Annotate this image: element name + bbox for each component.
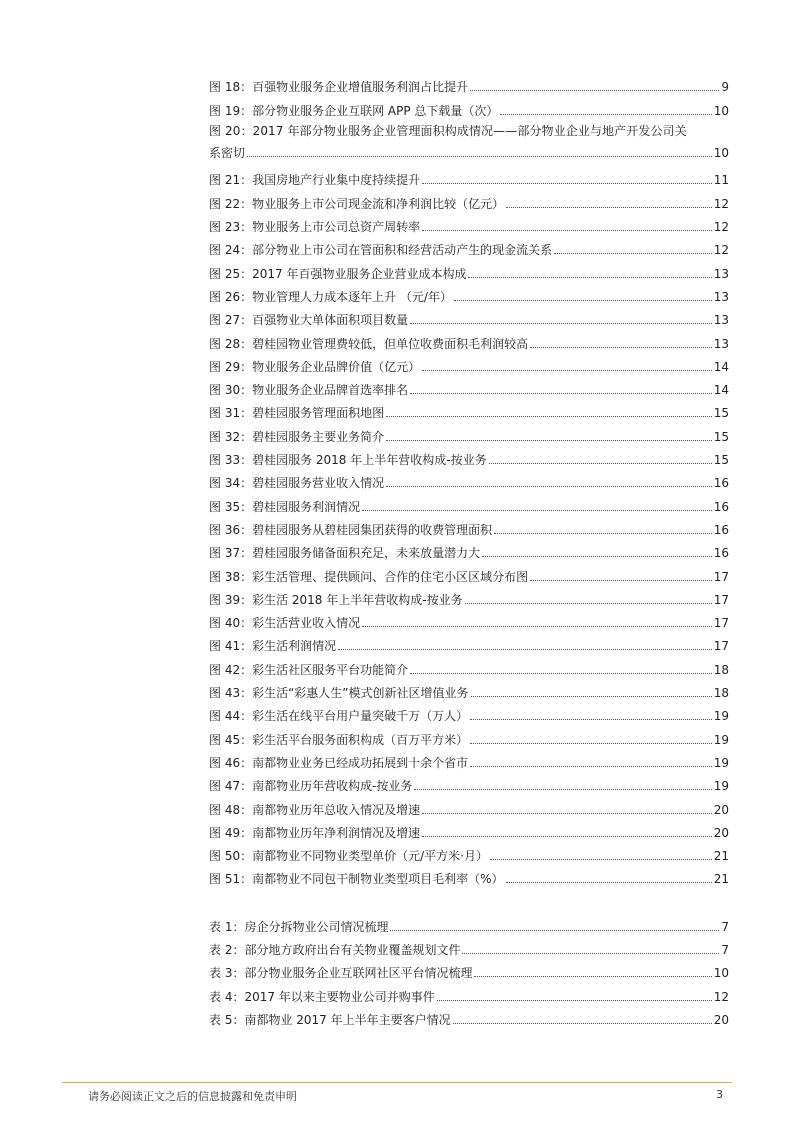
table-entry-page: 20 — [713, 1012, 729, 1027]
figure-entry-page: 16 — [713, 546, 729, 561]
figure-entry-page: 16 — [713, 522, 729, 537]
figure-entry-label: 图 38：彩生活管理、提供顾问、合作的住宅小区区域分布图 — [209, 569, 529, 584]
figure-entry[interactable] — [209, 866, 729, 889]
figure-entry[interactable] — [209, 493, 729, 516]
figure-entry-label: 图 42：彩生活社区服务平台功能简介 — [209, 662, 409, 677]
dot-leader — [386, 440, 712, 441]
figure-entry-label: 图 27：百强物业大单体面积项目数量 — [209, 313, 409, 328]
figure-entry-page: 10 — [713, 145, 729, 160]
table-entry-page: 7 — [721, 942, 729, 957]
dot-leader — [506, 207, 712, 208]
dot-leader — [453, 1023, 712, 1024]
figure-entry-page: 18 — [713, 662, 729, 677]
table-entry-label: 表 1：房企分拆物业公司情况梳理 — [209, 919, 389, 934]
figure-entry-page: 17 — [713, 616, 729, 631]
dot-leader — [247, 156, 712, 157]
figure-entry[interactable] — [209, 307, 729, 330]
figure-entry-label: 图 19：部分物业服务企业互联网 APP 总下载量（次） — [209, 103, 499, 118]
figure-entry[interactable] — [209, 354, 729, 377]
figure-entry[interactable] — [209, 377, 729, 400]
figure-entry[interactable] — [209, 214, 729, 237]
figure-entry[interactable] — [209, 284, 729, 307]
figure-entry-label: 图 51：南都物业不同包干制物业类型项目毛利率（%） — [209, 872, 504, 887]
figure-entry[interactable] — [209, 656, 729, 679]
figure-entry[interactable] — [209, 470, 729, 493]
dot-leader — [490, 859, 712, 860]
table-entry[interactable] — [209, 913, 729, 936]
dot-leader — [506, 882, 712, 883]
figure-entry-label: 图 41：彩生活利润情况 — [209, 639, 337, 654]
figure-entry-label: 图 34：碧桂园服务营业收入情况 — [209, 476, 385, 491]
figure-entry[interactable] — [209, 517, 729, 540]
figure-entry-label: 图 25：2017 年百强物业服务企业营业成本构成 — [209, 266, 467, 281]
dot-leader — [422, 813, 712, 814]
dot-leader — [470, 719, 712, 720]
figure-entry-page: 13 — [713, 313, 729, 328]
dot-leader — [470, 743, 712, 744]
dot-leader — [422, 370, 712, 371]
table-entry-label: 表 4：2017 年以来主要物业公司并购事件 — [209, 989, 435, 1004]
figure-entry-page: 17 — [713, 639, 729, 654]
figure-entry-page: 11 — [713, 173, 729, 188]
dot-leader — [530, 580, 712, 581]
figure-entry-page: 19 — [713, 709, 729, 724]
figure-entry[interactable] — [209, 400, 729, 423]
table-entry[interactable] — [209, 983, 729, 1006]
dot-leader — [494, 533, 712, 534]
table-entry-label: 表 3：部分物业服务企业互联网社区平台情况梳理 — [209, 966, 473, 981]
dot-leader — [454, 300, 712, 301]
dot-leader — [489, 463, 712, 464]
table-entry[interactable] — [209, 937, 729, 960]
table-entry-page: 12 — [713, 989, 729, 1004]
figure-entry[interactable] — [209, 680, 729, 703]
dot-leader — [500, 114, 711, 115]
table-entry[interactable] — [209, 960, 729, 983]
figure-entry-page: 15 — [713, 406, 729, 421]
dot-leader — [482, 556, 712, 557]
figure-entry-label: 图 28：碧桂园物业管理费较低，但单位收费面积毛利润较高 — [209, 336, 529, 351]
figure-entry[interactable] — [209, 610, 729, 633]
dot-leader — [410, 393, 712, 394]
figure-entry[interactable] — [209, 796, 729, 819]
figure-entry[interactable] — [209, 750, 729, 773]
figure-entry-label: 图 43：彩生活“彩惠人生”模式创新社区增值业务 — [209, 686, 469, 701]
figure-entry-page: 16 — [713, 499, 729, 514]
figure-entry-page: 15 — [713, 429, 729, 444]
table-entry-page: 10 — [713, 966, 729, 981]
figure-entry-label: 图 48：南都物业历年总收入情况及增速 — [209, 802, 421, 817]
figure-entry-page: 21 — [713, 849, 729, 864]
footer-page-number: 3 — [716, 1088, 723, 1101]
figure-entry[interactable] — [209, 843, 729, 866]
figure-entry-label: 图 47：南都物业历年营收构成-按业务 — [209, 779, 413, 794]
figure-entry-page: 18 — [713, 686, 729, 701]
figure-entry-page: 20 — [713, 825, 729, 840]
figure-entry[interactable] — [209, 97, 729, 120]
figure-entry-label: 图 45：彩生活平台服务面积构成（百万平方米） — [209, 732, 469, 747]
figure-entry-label: 图 21：我国房地产行业集中度持续提升 — [209, 173, 421, 188]
table-entry-label: 表 2：部分地方政府出台有关物业覆盖规划文件 — [209, 942, 461, 957]
figure-entry-label: 图 50：南都物业不同物业类型单价（元/平方米·月） — [209, 849, 488, 864]
dot-leader — [474, 976, 711, 977]
table-of-contents — [209, 74, 729, 1030]
figure-entry-page: 15 — [713, 453, 729, 468]
figure-entry-page: 14 — [713, 359, 729, 374]
figure-entry[interactable] — [209, 74, 729, 97]
figure-entry[interactable] — [209, 190, 729, 213]
figure-entry-label: 图 35：碧桂园服务利润情况 — [209, 499, 361, 514]
table-entry-page: 7 — [721, 919, 729, 934]
dot-leader — [422, 230, 712, 231]
figure-entry-page: 13 — [713, 336, 729, 351]
figure-entry-label: 图 31：碧桂园服务管理面积地图 — [209, 406, 385, 421]
figure-entry-label: 图 30：物业服务企业品牌首选率排名 — [209, 383, 409, 398]
figure-entry[interactable] — [209, 540, 729, 563]
table-entry-label: 表 5：南都物业 2017 年上半年主要客户情况 — [209, 1012, 451, 1027]
figure-entry-label: 图 24：部分物业上市公司在管面积和经营活动产生的现金流关系 — [209, 243, 553, 258]
figure-entry-label: 图 40：彩生活营业收入情况 — [209, 616, 361, 631]
dot-leader — [471, 696, 712, 697]
figure-entry-page: 17 — [713, 592, 729, 607]
dot-leader — [470, 90, 719, 91]
figure-entry-label: 图 36：碧桂园服务从碧桂园集团获得的收费管理面积 — [209, 522, 493, 537]
figure-entry[interactable] — [209, 260, 729, 283]
dot-leader — [338, 649, 712, 650]
figure-entry[interactable] — [209, 423, 729, 446]
figure-entry-page: 12 — [713, 243, 729, 258]
figure-entry-label: 图 44：彩生活在线平台用户量突破千万（万人） — [209, 709, 469, 724]
dot-leader — [470, 766, 712, 767]
figure-entry[interactable] — [209, 237, 729, 260]
dot-leader — [410, 673, 712, 674]
dot-leader — [414, 789, 711, 790]
figure-entry[interactable] — [209, 563, 729, 586]
dot-leader — [468, 277, 711, 278]
figure-entry-label: 图 29：物业服务企业品牌价值（亿元） — [209, 359, 421, 374]
dot-leader — [422, 836, 712, 837]
figure-entry-page: 12 — [713, 220, 729, 235]
dot-leader — [422, 183, 712, 184]
figure-entry-label: 图 18：百强物业服务企业增值服务利润占比提升 — [209, 80, 469, 95]
dot-leader — [386, 486, 712, 487]
dot-leader — [410, 323, 712, 324]
figure-entry[interactable] — [209, 121, 729, 168]
figure-entry[interactable] — [209, 773, 729, 796]
figure-entry-label: 图 39：彩生活 2018 年上半年营收构成-按业务 — [209, 592, 463, 607]
footer-disclaimer: 请务必阅读正文之后的信息披露和免责申明 — [88, 1090, 297, 1103]
figure-entry-label: 图 33：碧桂园服务 2018 年上半年营收构成-按业务 — [209, 453, 487, 468]
figure-entry-label: 图 23：物业服务上市公司总资产周转率 — [209, 220, 421, 235]
figure-entry-page: 10 — [713, 103, 729, 118]
figure-entry-label: 图 49：南都物业历年净利润情况及增速 — [209, 825, 421, 840]
dot-leader — [462, 953, 719, 954]
figure-entry-page: 9 — [721, 80, 729, 95]
figure-entry-label: 图 26：物业管理人力成本逐年上升 （元/年） — [209, 289, 452, 304]
figure-entry[interactable] — [209, 447, 729, 470]
figure-entry[interactable] — [209, 330, 729, 353]
figure-entry-page: 19 — [713, 755, 729, 770]
section-gap — [209, 889, 729, 913]
figure-entry-label: 图 46：南都物业业务已经成功拓展到十余个省市 — [209, 755, 469, 770]
dot-leader — [437, 1000, 712, 1001]
dot-leader — [362, 626, 712, 627]
figure-entry[interactable] — [209, 703, 729, 726]
figure-entry-page: 16 — [713, 476, 729, 491]
footer-divider — [62, 1082, 732, 1083]
figure-entry-page: 17 — [713, 569, 729, 584]
figure-entry-page: 12 — [713, 196, 729, 211]
figure-entry-label-continued: 系密切 — [209, 145, 246, 160]
figure-entry[interactable] — [209, 820, 729, 843]
dot-leader — [554, 253, 712, 254]
figure-entry-label: 图 32：碧桂园服务主要业务简介 — [209, 429, 385, 444]
figure-entry-page: 13 — [713, 266, 729, 281]
dot-leader — [386, 416, 712, 417]
dot-leader — [465, 603, 712, 604]
figure-entry-label: 图 37：碧桂园服务储备面积充足，未来放量潜力大 — [209, 546, 481, 561]
figure-entry-label: 图 22：物业服务上市公司现金流和净利润比较（亿元） — [209, 196, 505, 211]
dot-leader — [390, 930, 719, 931]
dot-leader — [362, 510, 712, 511]
figure-entry-label: 图 20：2017 年部分物业服务企业管理面积构成情况——部分物业企业与地产开发公司关 — [209, 123, 687, 138]
figure-entry[interactable] — [209, 633, 729, 656]
figure-entry[interactable] — [209, 726, 729, 749]
figure-entry-page: 13 — [713, 289, 729, 304]
figure-entry-page: 21 — [713, 872, 729, 887]
figure-entry-page: 19 — [713, 732, 729, 747]
figure-entry[interactable] — [209, 167, 729, 190]
dot-leader — [530, 347, 712, 348]
figure-entry-page: 14 — [713, 383, 729, 398]
figure-entry[interactable] — [209, 587, 729, 610]
table-entry[interactable] — [209, 1007, 729, 1030]
figure-entry-page: 19 — [713, 779, 729, 794]
figure-entry-page: 20 — [713, 802, 729, 817]
